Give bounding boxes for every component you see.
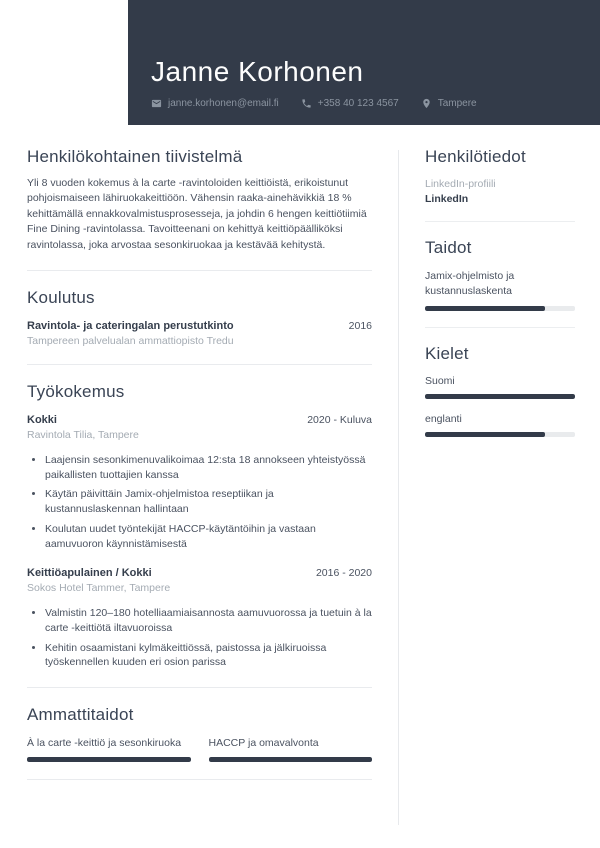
education-entry [27, 320, 372, 347]
skill-bar [209, 757, 373, 762]
skill-item [209, 736, 373, 762]
experience-title: Työkokemus [27, 382, 125, 402]
sidebar-skill-label: Jamix-ohjelmisto ja kustannuslaskenta [425, 270, 515, 298]
phone-text: +358 40 123 4567 [317, 98, 399, 109]
section-divider [27, 364, 372, 365]
section-divider [27, 687, 372, 688]
summary-title: Henkilökohtainen tiivistelmä [27, 147, 243, 166]
linkedin-label: LinkedIn-profiili [425, 178, 496, 190]
section-divider [27, 270, 372, 271]
contact-email [151, 98, 279, 109]
job-role: Kokki [27, 414, 57, 427]
job-entry-head [27, 567, 372, 579]
skills-sidebar-section [425, 238, 575, 311]
job-period: 2020 - Kuluva [307, 414, 372, 427]
sidebar-skill-bar-fill [425, 306, 545, 311]
job-bullet: • Kehitin osaamistani kylmäkeittiössä, paistossa ja jälkiruoissa työskennellen kuuden eri osion parissa [45, 641, 372, 670]
job-bullet-list [33, 453, 372, 551]
summary-section [27, 147, 372, 253]
skill-label: HACCP ja omavalvonta [208, 736, 319, 749]
location-text: Tampere [437, 98, 477, 109]
skill-item [27, 736, 191, 762]
professional-skills-title: Ammattitaidot [27, 704, 134, 724]
job-bullet: • Koulutan uudet työntekijät HACCP-käytäntöihin ja vastaan aamuvuoron käynnistämisestä [45, 522, 372, 551]
header-banner [128, 0, 600, 125]
job-bullet-list [33, 606, 372, 670]
job-entry [27, 414, 372, 551]
skill-label: À la carte -keittiö ja sesonkiruoka [27, 736, 182, 749]
personal-info-title: Henkilötiedot [425, 147, 526, 166]
degree-title: Ravintola- ja cateringalan perustutkinto [27, 320, 234, 333]
languages-section [425, 344, 575, 437]
language-bar-fill [425, 394, 575, 399]
phone-handset-icon [301, 98, 312, 109]
language-bar-fill [425, 432, 545, 437]
main-column [27, 147, 372, 848]
job-entry [27, 567, 372, 670]
skill-bar-fill [209, 757, 373, 762]
job-company: Ravintola Tilia, Tampere [27, 429, 139, 442]
skills-sidebar-title: Taidot [425, 238, 472, 257]
job-entry-head [27, 414, 372, 426]
map-pin-icon [421, 98, 432, 109]
content-area [0, 125, 600, 848]
education-title: Koulutus [27, 288, 95, 308]
sidebar-skill-bar [425, 306, 575, 311]
skills-grid [27, 736, 372, 762]
sidebar-divider [425, 221, 575, 222]
language-item [425, 413, 575, 437]
experience-section [27, 382, 372, 670]
summary-text: Yli 8 vuoden kokemus à la carte -ravintoloiden keittiöistä, erikoistunut pohjoismaiseen lähiruokakeittiöön. Vähensin raaka-ainehävikkiä 18 % kehittämällä ennakkovalmistusprosesseja, ja johdin 6 hengen keittiötiimiä Fine Dining -ravintolassa. Tavoitteenani on kehittyä keittiöpäälliköksi ravintolassa, joka arvostaa sesonkiruokaa ja kestävää kehitystä. [27, 177, 367, 251]
professional-skills-section [27, 705, 372, 762]
envelope-icon [151, 98, 162, 109]
sidebar-divider [425, 327, 575, 328]
job-role: Keittiöapulainen / Kokki [27, 567, 152, 580]
person-name: Janne Korhonen [151, 56, 364, 87]
linkedin-link[interactable]: LinkedIn [425, 193, 469, 205]
language-name: Suomi [425, 375, 455, 388]
job-period: 2016 - 2020 [315, 567, 372, 580]
sidebar [425, 147, 575, 848]
language-item [425, 375, 575, 399]
contact-phone [301, 98, 399, 109]
contact-location [421, 98, 477, 109]
job-company: Sokos Hotel Tammer, Tampere [27, 582, 171, 595]
email-text: janne.korhonen@email.fi [168, 98, 279, 109]
section-divider [27, 779, 372, 780]
school-name: Tampereen palvelualan ammattiopisto Tredu [27, 335, 234, 348]
personal-info-section [425, 147, 575, 205]
job-bullet: • Käytän päivittäin Jamix-ohjelmistoa reseptiikan ja kustannuslaskennan hallintaan [45, 487, 372, 516]
education-section [27, 288, 372, 347]
job-bullet: • Laajensin sesonkimenuvalikoimaa 12:sta 18 annokseen yhteistyössä paikallisten tuottajien kanssa [45, 453, 372, 482]
education-entry-head [27, 320, 372, 332]
column-divider [398, 150, 399, 825]
language-bar [425, 432, 575, 437]
contact-row [151, 98, 576, 109]
language-bar [425, 394, 575, 399]
skill-bar-fill [27, 757, 191, 762]
job-bullet: • Valmistin 120–180 hotelliaamiaisannosta aamuvuorossa ja tuetuin à la carte -keittiötä iltavuoroissa [45, 606, 372, 635]
skill-bar [27, 757, 191, 762]
language-name: englanti [425, 413, 462, 426]
degree-period: 2016 [348, 320, 372, 333]
languages-title: Kielet [425, 344, 469, 364]
